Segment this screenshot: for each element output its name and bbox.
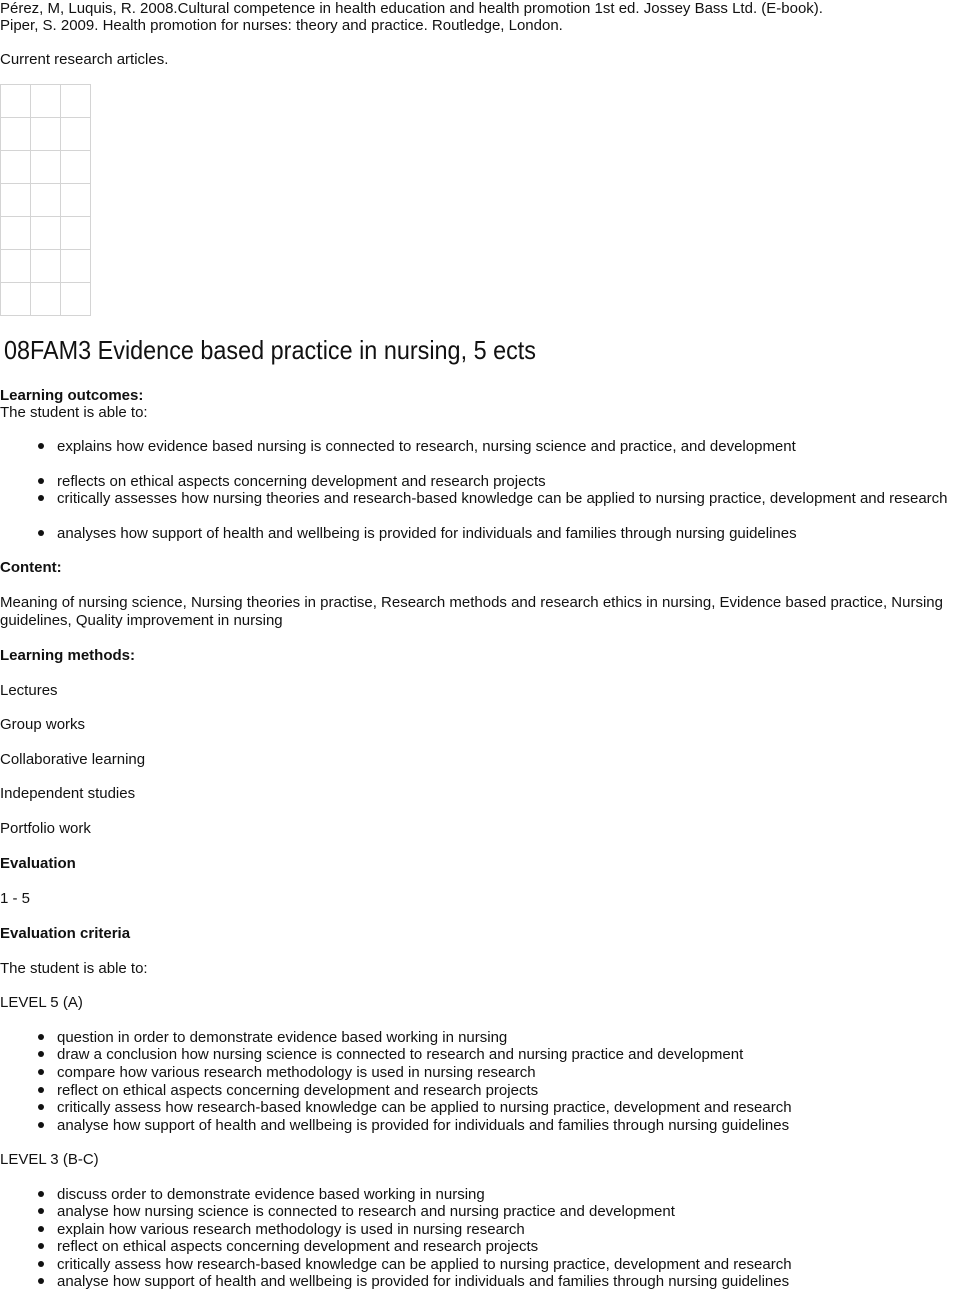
reference-line: Piper, S. 2009. Health promotion for nurses: theory and practice. Routledge, London. xyxy=(0,17,563,34)
evaluation-heading: Evaluation xyxy=(0,855,76,872)
course-title: 08FAM3 Evidence based practice in nursing, 5 ects xyxy=(4,335,536,365)
bullet-icon xyxy=(38,1034,44,1040)
bullet-icon xyxy=(38,1104,44,1110)
bullet-icon xyxy=(38,1087,44,1093)
bullet-icon xyxy=(38,1208,44,1214)
able-to-label: The student is able to: xyxy=(0,404,148,421)
content-heading: Content: xyxy=(0,559,62,576)
empty-table-grid xyxy=(0,84,91,316)
bullet-icon xyxy=(38,495,44,501)
method-item: Collaborative learning xyxy=(0,751,146,768)
reference-line: Current research articles. xyxy=(0,51,169,68)
level-3-label: LEVEL 3 (B-C) xyxy=(0,1151,99,1168)
method-item: Lectures xyxy=(0,682,58,699)
criteria-able-to-label: The student is able to: xyxy=(0,960,148,977)
bullet-icon xyxy=(38,443,44,449)
method-item: Independent studies xyxy=(0,785,136,802)
content-text: Meaning of nursing science, Nursing theories in practise, Research methods and research ethics in nursing, Evidence based practice, Nursing guidelines, Quality improvement in nursing xyxy=(0,594,943,629)
reference-line: Pérez, M, Luquis, R. 2008.Cultural competence in health education and health promotion 1st ed. Jossey Bass Ltd. (E-book). xyxy=(0,0,823,17)
learning-outcomes-heading: Learning outcomes: xyxy=(0,387,144,404)
bullet-icon xyxy=(38,1051,44,1057)
bullet-icon xyxy=(38,1278,44,1284)
bullet-icon xyxy=(38,1226,44,1232)
bullet-icon xyxy=(38,530,44,536)
bullet-icon xyxy=(38,1122,44,1128)
evaluation-scale: 1 - 5 xyxy=(0,890,31,907)
evaluation-criteria-heading: Evaluation criteria xyxy=(0,925,131,942)
method-item: Portfolio work xyxy=(0,820,91,837)
level-5-label: LEVEL 5 (A) xyxy=(0,994,83,1011)
bullet-icon xyxy=(38,1191,44,1197)
bullet-icon xyxy=(38,1243,44,1249)
method-item: Group works xyxy=(0,716,86,733)
bullet-icon xyxy=(38,478,44,484)
bullet-icon xyxy=(38,1261,44,1267)
learning-methods-heading: Learning methods: xyxy=(0,647,136,664)
bullet-icon xyxy=(38,1069,44,1075)
